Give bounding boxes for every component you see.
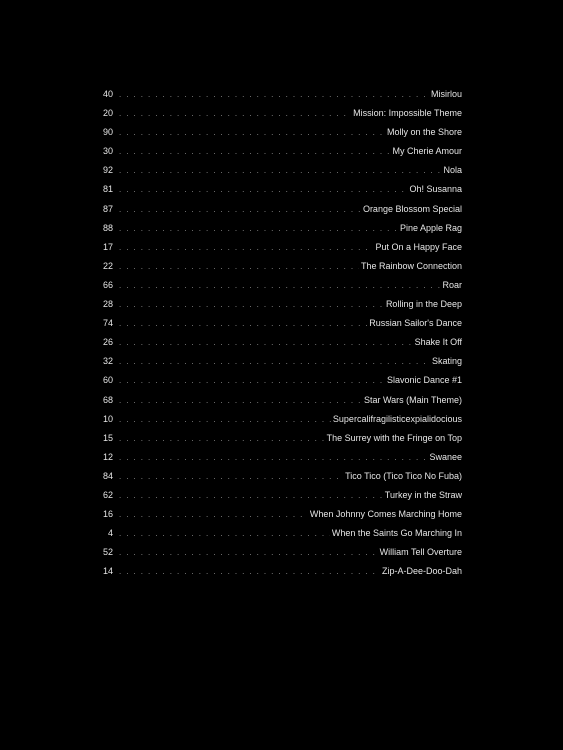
song-title: When Johnny Comes Marching Home (309, 509, 462, 520)
toc-entry[interactable] (96, 448, 462, 467)
dot-leader (119, 352, 430, 371)
song-title: Oh! Susanna (409, 184, 462, 195)
toc-entry[interactable] (96, 562, 462, 581)
dot-leader (119, 123, 385, 142)
toc-entry[interactable] (96, 200, 462, 219)
dot-leader (119, 314, 367, 333)
dot-leader (119, 180, 407, 199)
dot-leader (119, 410, 331, 429)
page-number: 10 (102, 413, 113, 424)
dot-leader (119, 85, 429, 104)
page-number: 30 (102, 146, 113, 157)
toc-entry[interactable] (96, 486, 462, 505)
song-title: William Tell Overture (379, 547, 462, 558)
page-number: 14 (102, 566, 113, 577)
toc-entry[interactable] (96, 352, 462, 371)
page-number: 84 (102, 470, 113, 481)
page-number: 32 (102, 356, 113, 367)
song-title: Zip-A-Dee-Doo-Dah (381, 566, 462, 577)
page-number: 68 (102, 394, 113, 405)
page-number: 88 (102, 222, 113, 233)
dot-leader (119, 391, 362, 410)
song-title: Shake It Off (414, 337, 462, 348)
dot-leader (119, 200, 361, 219)
page-number: 60 (102, 375, 113, 386)
song-title: Rolling in the Deep (385, 299, 462, 310)
song-title: The Rainbow Connection (360, 260, 462, 271)
page-number: 28 (102, 299, 113, 310)
page-number: 87 (102, 203, 113, 214)
song-title: Russian Sailor's Dance (369, 318, 462, 329)
song-title: Turkey in the Straw (384, 489, 462, 500)
song-title: Orange Blossom Special (362, 203, 462, 214)
toc-entry[interactable] (96, 295, 462, 314)
page-number: 62 (102, 489, 113, 500)
toc-entry[interactable] (96, 180, 462, 199)
toc-entry[interactable] (96, 429, 462, 448)
toc-entry[interactable] (96, 85, 462, 104)
dot-leader (119, 333, 413, 352)
song-title: Put On a Happy Face (375, 241, 462, 252)
page-number: 15 (102, 432, 113, 443)
page-number: 52 (102, 547, 113, 558)
dot-leader (119, 161, 441, 180)
page-number: 66 (102, 279, 113, 290)
dot-leader (119, 295, 384, 314)
song-title: Star Wars (Main Theme) (363, 394, 462, 405)
toc-entry[interactable] (96, 142, 462, 161)
dot-leader (119, 562, 380, 581)
dot-leader (119, 219, 398, 238)
song-title: Molly on the Shore (386, 127, 462, 138)
toc-entry[interactable] (96, 276, 462, 295)
dot-leader (119, 142, 390, 161)
toc-entry[interactable] (96, 524, 462, 543)
song-title: Roar (442, 279, 462, 290)
page-number: 81 (102, 184, 113, 195)
song-title: Slavonic Dance #1 (386, 375, 462, 386)
dot-leader (119, 448, 427, 467)
page-number: 92 (102, 165, 113, 176)
song-title: Pine Apple Rag (399, 222, 462, 233)
dot-leader (119, 104, 351, 123)
page-number: 12 (102, 451, 113, 462)
song-title: Skating (431, 356, 462, 367)
dot-leader (119, 543, 378, 562)
toc-entry[interactable] (96, 257, 462, 276)
toc-entry[interactable] (96, 104, 462, 123)
song-title: The Surrey with the Fringe on Top (326, 432, 462, 443)
dot-leader (119, 429, 325, 448)
toc-entry[interactable] (96, 161, 462, 180)
song-title: My Cherie Amour (392, 146, 462, 157)
toc-entry[interactable] (96, 505, 462, 524)
song-title: Mission: Impossible Theme (353, 108, 462, 119)
dot-leader (119, 505, 308, 524)
toc-entry[interactable] (96, 391, 462, 410)
page-number: 40 (102, 89, 113, 99)
dot-leader (119, 257, 359, 276)
dot-leader (119, 238, 373, 257)
toc-entry[interactable] (96, 410, 462, 429)
song-title: Supercalifragilisticexpialidocious (332, 413, 462, 424)
song-title: Tico Tico (Tico Tico No Fuba) (345, 470, 462, 481)
page-number: 16 (102, 509, 113, 520)
page-number: 74 (102, 318, 113, 329)
page-number: 22 (102, 260, 113, 271)
page-number: 20 (102, 108, 113, 119)
toc-entry[interactable] (96, 371, 462, 390)
toc-entry[interactable] (96, 333, 462, 352)
dot-leader (119, 467, 343, 486)
page-number: 17 (102, 241, 113, 252)
table-of-contents (96, 85, 462, 581)
song-title: When the Saints Go Marching In (331, 528, 462, 539)
dot-leader (119, 371, 385, 390)
song-title: Nola (443, 165, 462, 176)
toc-entry[interactable] (96, 314, 462, 333)
toc-entry[interactable] (96, 238, 462, 257)
toc-entry[interactable] (96, 123, 462, 142)
dot-leader (119, 524, 330, 543)
song-title: Swanee (429, 451, 462, 462)
toc-entry[interactable] (96, 467, 462, 486)
toc-entry[interactable] (96, 219, 462, 238)
song-title: Misirlou (430, 89, 462, 99)
page-number: 90 (102, 127, 113, 138)
toc-entry[interactable] (96, 543, 462, 562)
page-number: 26 (102, 337, 113, 348)
dot-leader (119, 486, 383, 505)
dot-leader (119, 276, 440, 295)
page-number: 4 (107, 528, 113, 539)
